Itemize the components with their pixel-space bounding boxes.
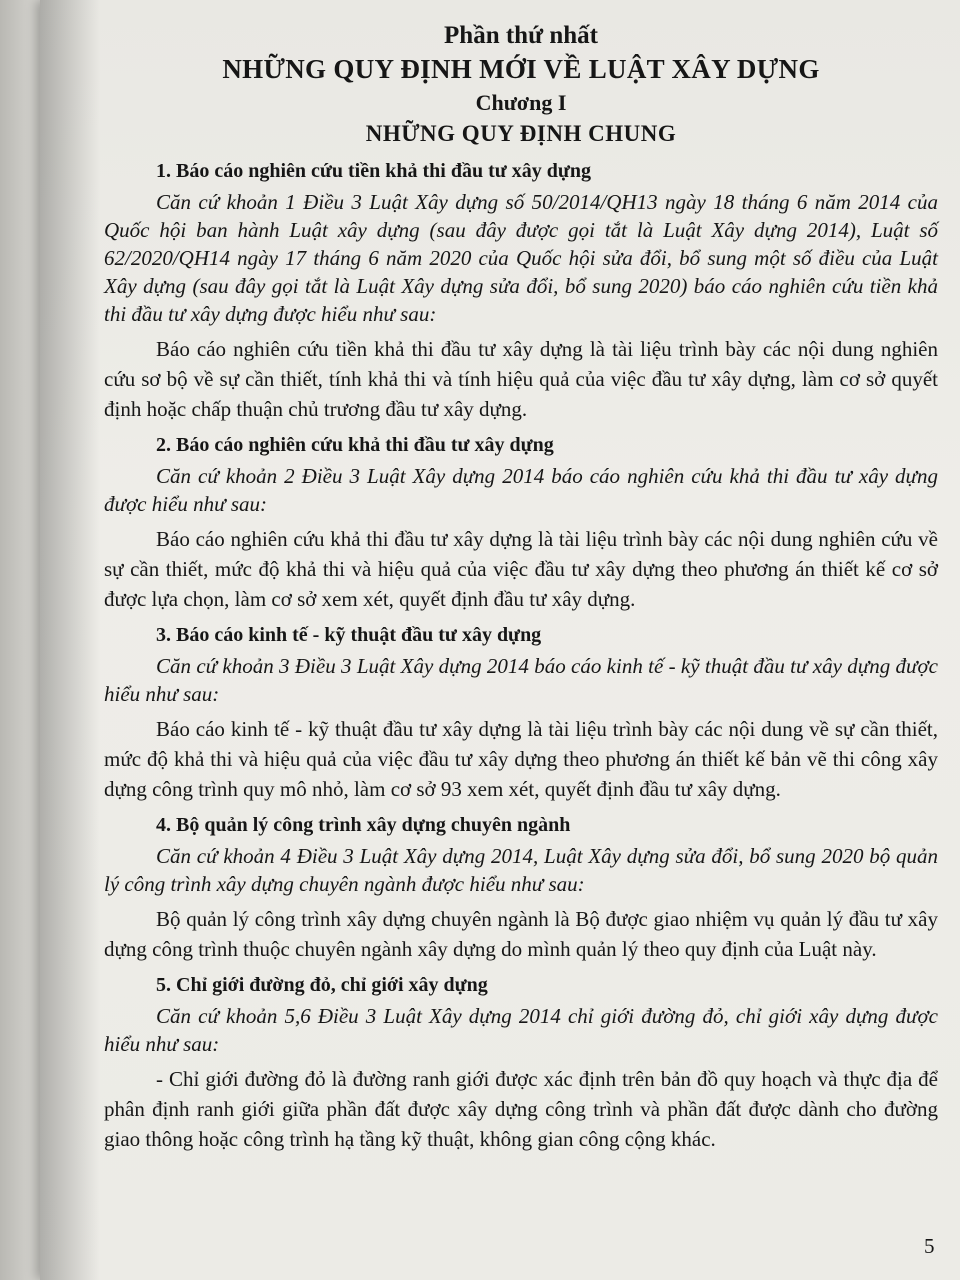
section-heading: 1. Báo cáo nghiên cứu tiền khả thi đầu tư xây dựng	[156, 160, 591, 182]
section-4	[104, 810, 938, 964]
section-body: - Chỉ giới đường đỏ là đường ranh giới được xác định trên bản đồ quy hoạch và thực địa để phân định ranh giới giữa phần đất được xây dựng công trình và phần đất được dành cho đường giao thông hoặc công trình hạ tầng kỹ thuật, không gian công cộng khác.	[104, 1067, 938, 1151]
book-page	[40, 0, 960, 1280]
section-citation: Căn cứ khoản 2 Điều 3 Luật Xây dựng 2014 báo cáo nghiên cứu khả thi đầu tư xây dựng được hiểu như sau:	[104, 464, 938, 516]
section-citation: Căn cứ khoản 4 Điều 3 Luật Xây dựng 2014, Luật Xây dựng sửa đổi, bổ sung 2020 bộ quản lý công trình xây dựng chuyên ngành được hiểu như sau:	[104, 844, 938, 896]
spine-shadow	[40, 0, 100, 1280]
part-title: NHỮNG QUY ĐỊNH MỚI VỀ LUẬT XÂY DỰNG	[222, 54, 820, 84]
section-2	[104, 430, 938, 614]
part-label: Phần thứ nhất	[444, 22, 598, 49]
section-body: Báo cáo nghiên cứu khả thi đầu tư xây dựng là tài liệu trình bày các nội dung nghiên cứu về sự cần thiết, mức độ khả thi và hiệu quả của việc đầu tư xây dựng theo phương án thiết kế cơ sở được lựa chọn, làm cơ sở xem xét, quyết định đầu tư xây dựng.	[104, 527, 938, 611]
section-heading: 2. Báo cáo nghiên cứu khả thi đầu tư xây dựng	[156, 434, 554, 456]
section-heading: 3. Báo cáo kinh tế - kỹ thuật đầu tư xây dựng	[156, 624, 542, 646]
page-content	[104, 20, 938, 1154]
section-3	[104, 620, 938, 804]
page-number: 5	[924, 1234, 935, 1258]
section-citation: Căn cứ khoản 3 Điều 3 Luật Xây dựng 2014 báo cáo kinh tế - kỹ thuật đầu tư xây dựng được hiểu như sau:	[104, 654, 938, 706]
section-body: Báo cáo nghiên cứu tiền khả thi đầu tư xây dựng là tài liệu trình bày các nội dung nghiên cứu sơ bộ về sự cần thiết, tính khả thi và tính hiệu quả của việc đầu tư xây dựng, làm cơ sở quyết định hoặc chấp thuận chủ trương đầu tư xây dựng.	[104, 337, 938, 421]
section-1	[104, 156, 938, 424]
section-body: Bộ quản lý công trình xây dựng chuyên ngành là Bộ được giao nhiệm vụ quản lý đầu tư xây dựng công trình thuộc chuyên ngành xây dựng do mình quản lý theo quy định của Luật này.	[104, 907, 938, 961]
section-citation: Căn cứ khoản 5,6 Điều 3 Luật Xây dựng 2014 chỉ giới đường đỏ, chỉ giới xây dựng được hiểu như sau:	[104, 1004, 938, 1056]
chapter-title: NHỮNG QUY ĐỊNH CHUNG	[365, 121, 677, 146]
section-5	[104, 970, 938, 1154]
chapter-label: Chương I	[475, 90, 567, 115]
section-citation: Căn cứ khoản 1 Điều 3 Luật Xây dựng số 50/2014/QH13 ngày 18 tháng 6 năm 2014 của Quốc hội ban hành Luật xây dựng (sau đây được gọi tắt là Luật Xây dựng 2014), Luật số 62/2020/QH14 ngày 17 tháng 6 năm 2020 của Quốc hội sửa đổi, bổ sung một số điều của Luật Xây dựng (sau đây gọi tắt là Luật Xây dựng sửa đổi, bổ sung 2020) báo cáo nghiên cứu tiền khả thi đầu tư xây dựng được hiểu như sau:	[104, 190, 938, 326]
section-heading: 4. Bộ quản lý công trình xây dựng chuyên ngành	[156, 814, 571, 836]
section-heading: 5. Chỉ giới đường đỏ, chỉ giới xây dựng	[156, 974, 488, 996]
section-body: Báo cáo kinh tế - kỹ thuật đầu tư xây dựng là tài liệu trình bày các nội dung về sự cần thiết, mức độ khả thi và hiệu quả của việc đầu tư xây dựng theo phương án thiết kế bản vẽ thi công xây dựng công trình quy mô nhỏ, làm cơ sở 93 xem xét, quyết định đầu tư xây dựng.	[104, 717, 938, 801]
